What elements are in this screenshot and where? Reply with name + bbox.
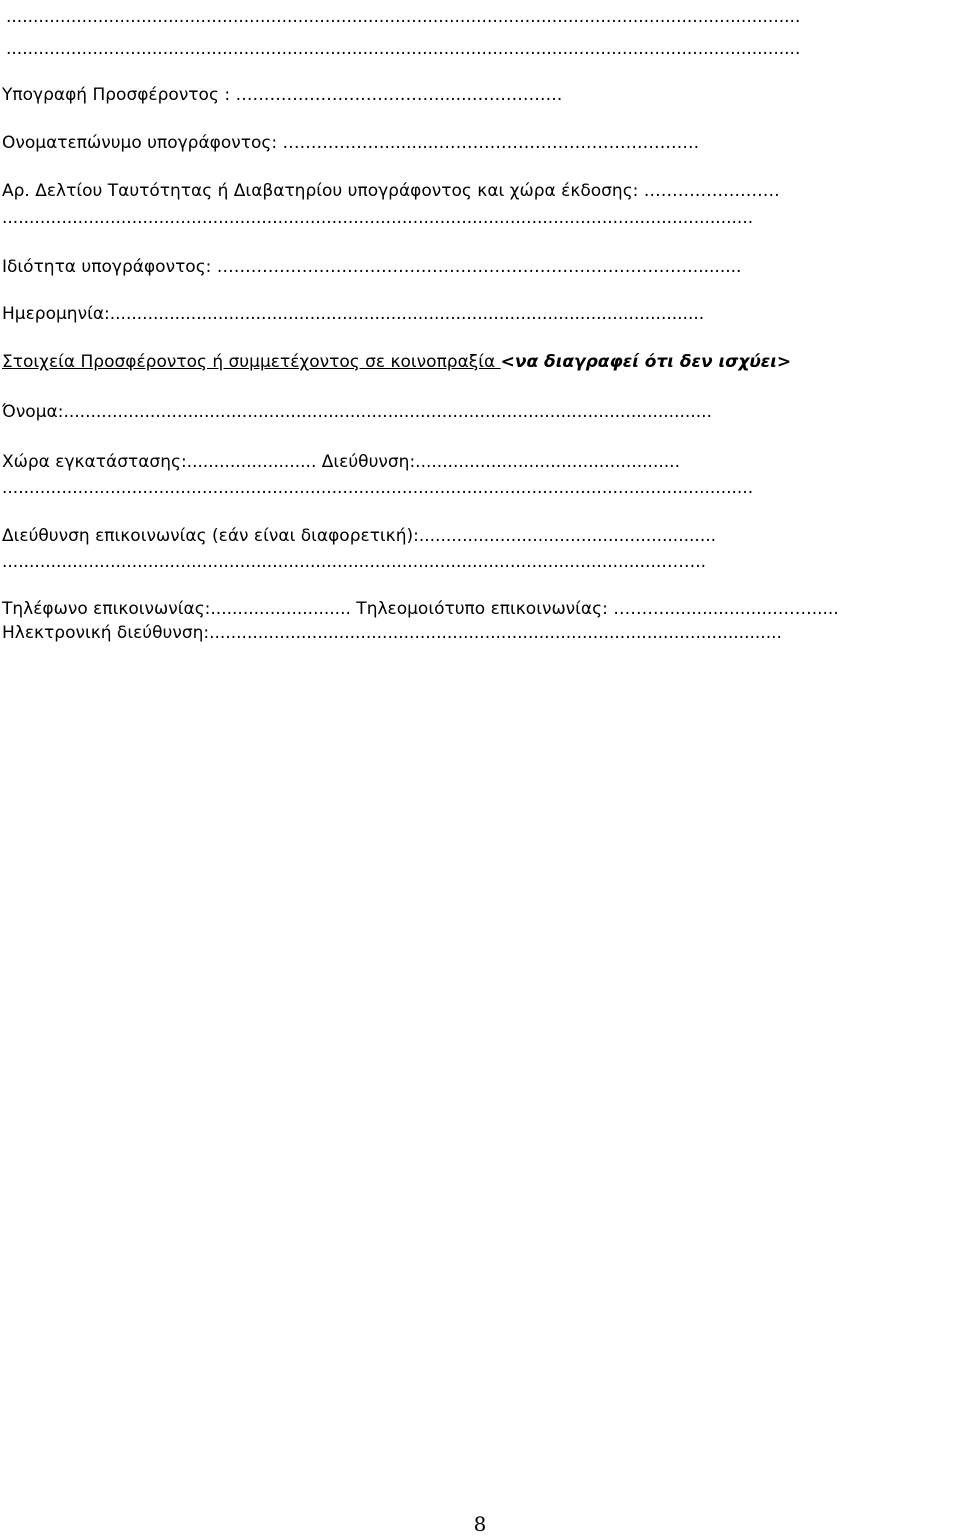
country-address-line <box>2 451 680 473</box>
id-card-continuation: ........................................................................................................................................... <box>2 208 754 228</box>
country-field: Χώρα εγκατάστασης:........................ <box>2 452 317 472</box>
signer-name-line: Ονοματεπώνυμο υπογράφοντος: ………………..........………………………………………. <box>2 133 699 153</box>
address-continuation: ........................................................................................................................................... <box>2 478 754 498</box>
bidder-details-note: <να διαγραφεί ότι δεν ισχύει> <box>500 352 792 372</box>
phone-field: Τηλέφωνο επικοινωνίας:.......................... <box>2 599 351 619</box>
email-line: Ηλεκτρονική διεύθυνση:.......................................................................................................... <box>2 623 782 643</box>
dotted-line-top-1: ................................................................................................................................................... <box>6 7 801 27</box>
id-card-line: Αρ. Δελτίου Ταυτότητας ή Διαβατηρίου υπογράφοντος και χώρα έκδοσης: …………………… <box>2 181 780 201</box>
bidder-details-label: Στοιχεία Προσφέροντος ή συμμετέχοντος σε κοινοπραξία <box>2 352 501 372</box>
address-field: Διεύθυνση:................................................. <box>316 452 680 472</box>
signature-line: Υπογραφή Προσφέροντος : ………………………………......……………. <box>2 85 563 105</box>
dotted-line-top-2: ................................................................................................................................................... <box>6 39 801 59</box>
contact-address-line: Διεύθυνση επικοινωνίας (εάν είναι διαφορετική):....................................................... <box>2 526 717 546</box>
fax-field: Τηλεομοιότυπο επικοινωνίας: ……….....................……..... <box>350 599 839 619</box>
bidder-details-heading <box>2 351 791 373</box>
signer-capacity-line: Ιδιότητα υπογράφοντος: …………………………………………………………………………......... <box>2 257 742 277</box>
name-line: Όνομα:........................................................................................................................ <box>2 402 712 422</box>
date-line: Ημερομηνία:.............................................................................................................. <box>2 304 705 324</box>
contact-address-continuation: ..........................................................................................................................…….. <box>2 552 707 572</box>
phone-fax-line <box>2 598 839 620</box>
page-number: 8 <box>473 1512 487 1536</box>
